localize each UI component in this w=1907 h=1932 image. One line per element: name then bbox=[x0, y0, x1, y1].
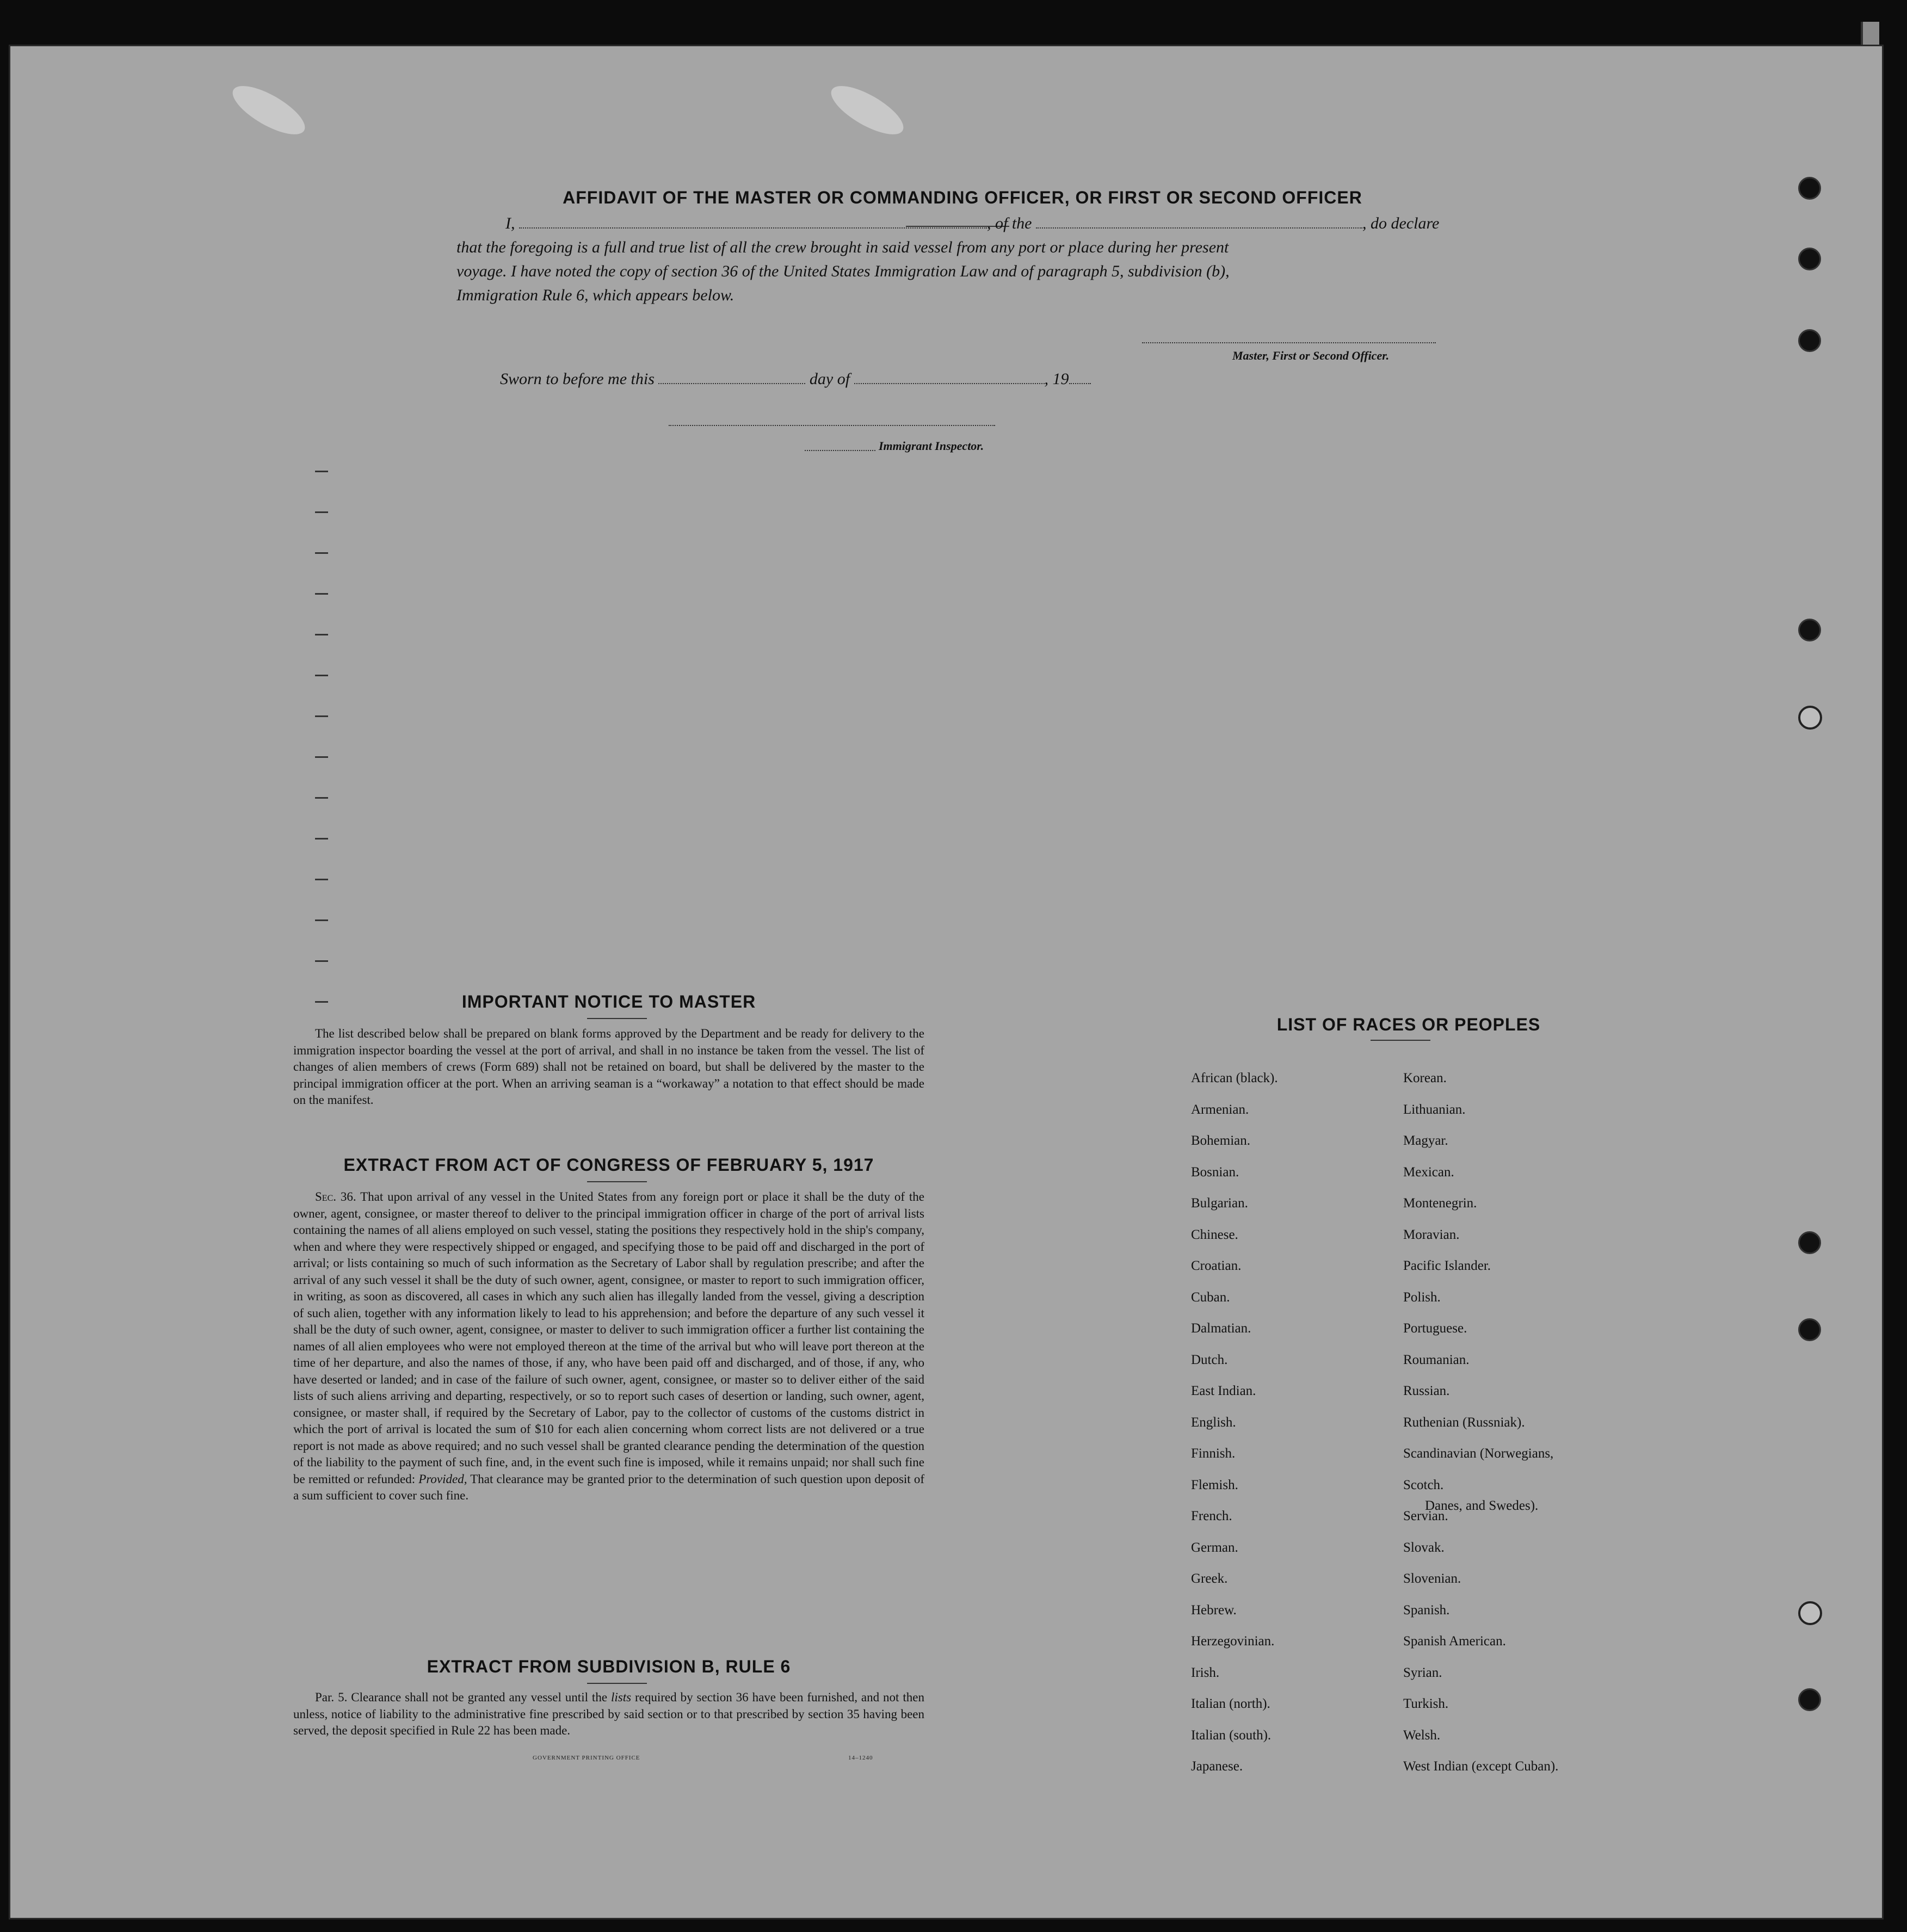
row-tick bbox=[315, 756, 328, 758]
document-page bbox=[9, 45, 1884, 1919]
sworn-line bbox=[500, 367, 1207, 391]
scandinavian-continued: Danes, and Swedes). bbox=[1425, 1498, 1539, 1513]
race-item: Pacific Islander. bbox=[1403, 1258, 1491, 1273]
races-title: LIST OF RACES OR PEOPLES bbox=[1276, 1015, 1541, 1034]
race-item: Montenegrin. bbox=[1403, 1196, 1477, 1211]
race-item: Moravian. bbox=[1403, 1227, 1460, 1242]
race-item: Chinese. bbox=[1191, 1227, 1238, 1242]
notice-text: The list described below shall be prepared on blank forms approved by the Department and be ready for delivery to the immigration inspector boarding the vessel at the port of arrival, and shall in no instance be taken from the vessel. The list of changes of alien members of crews (Form 689) shall not be retained on board, but shall be delivered by the master to the principal immigration officer at the port. When an arriving seaman is a “workaway” a notation to that effect should be made on the manifest. bbox=[293, 1027, 924, 1107]
race-item: East Indian. bbox=[1191, 1384, 1256, 1398]
race-item: Bulgarian. bbox=[1191, 1196, 1248, 1211]
race-item: Mexican. bbox=[1403, 1164, 1454, 1180]
rule-rule bbox=[587, 1683, 647, 1684]
affidavit-of-the: , of the bbox=[987, 214, 1032, 232]
race-item: Spanish. bbox=[1403, 1602, 1450, 1618]
act-text bbox=[293, 1189, 924, 1504]
race-item: Armenian. bbox=[1191, 1102, 1249, 1117]
affidavit-i: I, bbox=[505, 214, 515, 232]
race-item: French. bbox=[1191, 1509, 1232, 1523]
paper-crease bbox=[824, 77, 910, 144]
provided-word: Provided, bbox=[418, 1472, 467, 1486]
row-tick bbox=[315, 552, 328, 554]
inspector-label: Immigrant Inspector. bbox=[879, 439, 984, 453]
race-item: Bohemian. bbox=[1191, 1133, 1251, 1148]
race-item: English. bbox=[1191, 1415, 1236, 1430]
races-rule bbox=[1371, 1040, 1430, 1041]
race-item: Magyar. bbox=[1403, 1133, 1448, 1148]
month-blank[interactable] bbox=[854, 371, 1045, 384]
binder-hole bbox=[1798, 329, 1821, 352]
act-title: EXTRACT FROM ACT OF CONGRESS OF FEBRUARY 5, 1917 bbox=[343, 1155, 874, 1175]
row-tick bbox=[315, 838, 328, 840]
row-tick bbox=[315, 879, 328, 880]
rule-title: EXTRACT FROM SUBDIVISION B, RULE 6 bbox=[427, 1657, 791, 1676]
signature-line[interactable] bbox=[1142, 342, 1436, 343]
row-tick bbox=[315, 715, 328, 717]
race-item: Roumanian. bbox=[1403, 1352, 1470, 1367]
race-item: Flemish. bbox=[1191, 1477, 1238, 1492]
binder-hole bbox=[1798, 1231, 1821, 1254]
race-item: Irish. bbox=[1191, 1665, 1220, 1680]
race-item: Turkish. bbox=[1403, 1696, 1449, 1711]
race-item: Portuguese. bbox=[1403, 1321, 1467, 1336]
race-item: Korean. bbox=[1403, 1071, 1447, 1085]
act-body: That upon arrival of any vessel in the United States from any foreign port or place it shall be the duty of the owner, agent, consignee, or master thereof to deliver to the principal immigration officer in charge of the port of arrival lists containing the names of all aliens employed on such vessel, stating the positions they respectively hold in the ship's company, when and where they were respectively shipped or engaged, and specifying those to be paid off and discharged in the port of arrival; or lists containing so much of such information as the Secretary of Labor shall by regulation prescribe; and after the arrival of any such vessel it shall be the duty of such owner, agent, consignee, or master to report to such immigration officer, in writing, as soon as discovered, all cases in which any such alien has illegally landed from the vessel, giving a description of such alien, together with any information likely to lead to his apprehension; and before the departure of any such vessel it shall be the duty of such owner, agent, consignee, or master to deliver to such immigration officer a further list containing the names of all alien employees who were not employed thereon at the time of the arrival but who will leave port thereon at the time of her departure, and also the names of those, if any, who have been paid off and discharged, and of those, if any, who have deserted or landed; and in case of the failure of such owner, agent, consignee, or master so to deliver either of the said lists of such aliens arriving and departing, respectively, or so to report such cases of desertion or landing, such owner, agent, consignee, or master shall, if required by the Secretary of Labor, pay to the collector of customs of the customs district in which the port of arrival is located the sum of $10 for each alien concerning whom correct lists are not delivered or a true report is not made as above required; and no such vessel shall be granted clearance pending the determination of the question of the liability to the payment of such fine, and, in the event such fine is imposed, while it remains unpaid; nor shall such fine be remitted or refunded: bbox=[293, 1190, 924, 1486]
race-item: Welsh. bbox=[1403, 1727, 1441, 1743]
act-body-end: That clearance may be granted prior to the determination of such question upon deposit of a sum sufficient to cover such fine. bbox=[293, 1472, 924, 1502]
paper-crease bbox=[226, 77, 311, 144]
sworn-prefix: Sworn to before me this bbox=[500, 370, 655, 388]
race-item: Croatian. bbox=[1191, 1258, 1242, 1273]
affidavit-declare: , do declare bbox=[1362, 214, 1440, 232]
form-number: 14–1240 bbox=[848, 1755, 873, 1761]
act-rule bbox=[587, 1181, 647, 1182]
rule-text bbox=[293, 1689, 924, 1739]
binder-hole bbox=[1798, 248, 1821, 270]
race-item: Scotch. bbox=[1403, 1477, 1444, 1492]
race-item: African (black). bbox=[1191, 1071, 1278, 1085]
affidavit-title: AFFIDAVIT OF THE MASTER OR COMMANDING OFFICER, OR FIRST OR SECOND OFFICER bbox=[563, 188, 1362, 207]
rule-text-b: required by section 36 have been furnished, and not then unless, notice of liability to the administrative fine prescribed by said section or to that prescribed by section 35 having been served, the deposit specified in Rule 22 has been made. bbox=[293, 1690, 924, 1737]
race-item: Lithuanian. bbox=[1403, 1102, 1466, 1117]
notice-title: IMPORTANT NOTICE TO MASTER bbox=[461, 992, 756, 1011]
binder-hole bbox=[1798, 177, 1821, 200]
race-item: Scandinavian (Norwegians, bbox=[1403, 1446, 1554, 1461]
race-item: Polish. bbox=[1403, 1289, 1441, 1305]
row-tick bbox=[315, 960, 328, 962]
day-blank[interactable] bbox=[658, 371, 805, 384]
vessel-blank[interactable] bbox=[1036, 215, 1362, 229]
race-item: Dalmatian. bbox=[1191, 1321, 1251, 1336]
row-tick bbox=[315, 593, 328, 595]
race-item: Slovenian. bbox=[1403, 1571, 1461, 1586]
race-item: Herzegovinian. bbox=[1191, 1634, 1275, 1649]
race-item: German. bbox=[1191, 1540, 1238, 1555]
race-item: Servian. bbox=[1403, 1509, 1448, 1523]
printer-imprint: GOVERNMENT PRINTING OFFICE bbox=[533, 1755, 640, 1761]
affidavit-line-4: Immigration Rule 6, which appears below. bbox=[456, 286, 735, 304]
binder-hole bbox=[1798, 1318, 1821, 1341]
rule-text-a: Par. 5. Clearance shall not be granted any vessel until the bbox=[315, 1690, 608, 1704]
inspector-signature-line[interactable] bbox=[669, 425, 995, 426]
binder-hole bbox=[1798, 619, 1821, 641]
row-tick bbox=[315, 797, 328, 799]
race-item: Spanish American. bbox=[1403, 1634, 1506, 1649]
name-blank[interactable] bbox=[519, 215, 987, 229]
sworn-day-of: day of bbox=[809, 370, 850, 388]
sworn-year: , 19 bbox=[1044, 370, 1069, 388]
affidavit-line-3: voyage. I have noted the copy of section 36 of the United States Immigration Law and of paragraph 5, subdivision (b), bbox=[456, 262, 1230, 280]
affidavit-line-1 bbox=[456, 212, 1479, 236]
races-column-1 bbox=[1191, 1070, 1376, 1790]
row-tick bbox=[315, 511, 328, 513]
race-item: Ruthenian (Russniak). bbox=[1403, 1415, 1525, 1430]
race-item: West Indian (except Cuban). bbox=[1403, 1759, 1559, 1774]
race-item: Italian (north). bbox=[1191, 1696, 1270, 1711]
notice-rule bbox=[587, 1018, 647, 1019]
race-item: Bosnian. bbox=[1191, 1164, 1239, 1180]
binder-hole bbox=[1798, 706, 1822, 730]
binder-hole bbox=[1798, 1688, 1821, 1711]
row-tick bbox=[315, 675, 328, 676]
race-item: Finnish. bbox=[1191, 1446, 1236, 1461]
race-item: Hebrew. bbox=[1191, 1602, 1237, 1618]
race-item: Greek. bbox=[1191, 1571, 1228, 1586]
race-item: Syrian. bbox=[1403, 1665, 1442, 1680]
year-blank[interactable] bbox=[1069, 371, 1091, 384]
signature-label: Master, First or Second Officer. bbox=[1232, 349, 1390, 362]
affidavit-line-2: that the foregoing is a full and true list of all the crew brought in said vessel from any port or place during her present bbox=[456, 238, 1229, 256]
row-tick bbox=[315, 471, 328, 472]
race-item: Italian (south). bbox=[1191, 1727, 1272, 1743]
row-tick bbox=[315, 634, 328, 635]
races-column-2 bbox=[1403, 1070, 1697, 1790]
race-item: Japanese. bbox=[1191, 1759, 1243, 1774]
race-item: Slovak. bbox=[1403, 1540, 1445, 1555]
races-scandinavian-continued bbox=[1425, 1498, 1643, 1514]
row-tick bbox=[315, 919, 328, 921]
race-item: Cuban. bbox=[1191, 1289, 1230, 1305]
lists-word: lists bbox=[610, 1690, 632, 1704]
inspector-dots bbox=[805, 450, 875, 451]
race-item: Dutch. bbox=[1191, 1352, 1228, 1367]
race-item: Russian. bbox=[1403, 1384, 1450, 1398]
binder-hole bbox=[1798, 1601, 1822, 1625]
sec-label: Sec. 36. bbox=[315, 1190, 356, 1203]
